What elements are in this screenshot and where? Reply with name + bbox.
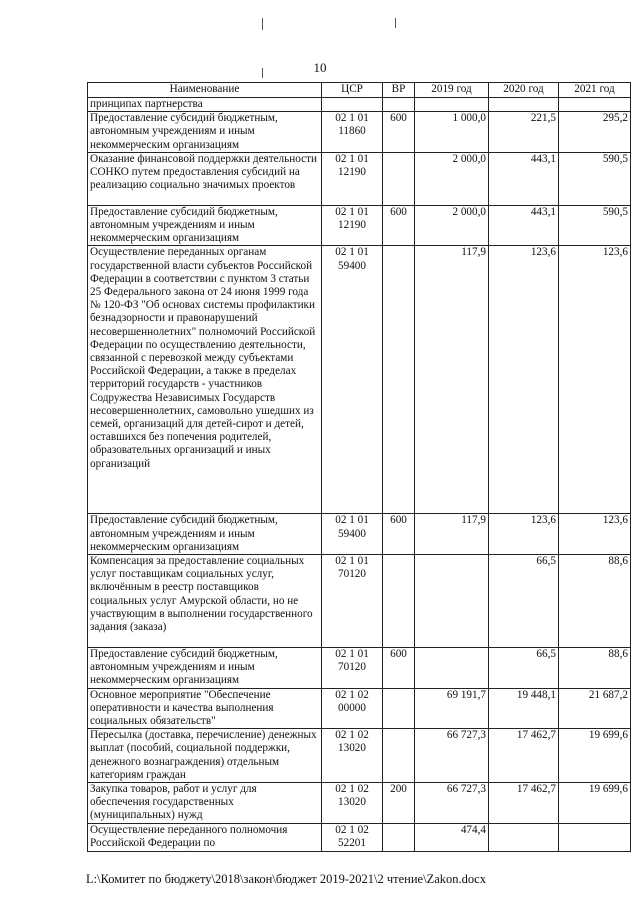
row-2021: 123,6 bbox=[559, 246, 631, 514]
row-2021: 590,5 bbox=[559, 205, 631, 246]
row-name: Предоставление субсидий бюджетным, автономным учреждениям и иным некоммерческим организациям bbox=[88, 514, 322, 555]
table-row bbox=[88, 152, 631, 205]
table-row bbox=[88, 112, 631, 153]
row-2019: 117,9 bbox=[415, 514, 489, 555]
row-2020: 17 462,7 bbox=[489, 729, 559, 783]
row-2021 bbox=[559, 823, 631, 851]
row-vr bbox=[383, 555, 415, 648]
table-row bbox=[88, 648, 631, 689]
row-2021: 88,6 bbox=[559, 648, 631, 689]
row-csr: 02 1 01 70120 bbox=[322, 648, 383, 689]
table-row bbox=[88, 823, 631, 851]
budget-table bbox=[87, 82, 631, 852]
row-2019: 2 000,0 bbox=[415, 205, 489, 246]
row-2019: 117,9 bbox=[415, 246, 489, 514]
row-csr bbox=[322, 98, 383, 112]
row-vr bbox=[383, 729, 415, 783]
row-vr: 600 bbox=[383, 205, 415, 246]
row-vr bbox=[383, 152, 415, 205]
header-csr: ЦСР bbox=[322, 83, 383, 98]
row-2021: 295,2 bbox=[559, 112, 631, 153]
table-row bbox=[88, 246, 631, 514]
row-csr: 02 1 02 00000 bbox=[322, 688, 383, 729]
row-csr: 02 1 01 12190 bbox=[322, 205, 383, 246]
row-2020: 123,6 bbox=[489, 246, 559, 514]
row-name: Оказание финансовой поддержки деятельности СОНКО путем предоставления субсидий на реализацию социально значимых проектов bbox=[88, 152, 322, 205]
row-2019: 1 000,0 bbox=[415, 112, 489, 153]
row-2020: 66,5 bbox=[489, 648, 559, 689]
row-csr: 02 1 01 11860 bbox=[322, 112, 383, 153]
header-vr: ВР bbox=[383, 83, 415, 98]
table-header-row bbox=[88, 83, 631, 98]
table-row bbox=[88, 688, 631, 729]
row-vr: 200 bbox=[383, 783, 415, 824]
row-name: Компенсация за предоставление социальных услуг поставщикам социальных услуг, включённым в реестр поставщиков социальных услуг Амурской области, но не участвующим в выполнении государственного задания (заказа) bbox=[88, 555, 322, 648]
row-2020: 19 448,1 bbox=[489, 688, 559, 729]
row-2021: 123,6 bbox=[559, 514, 631, 555]
table-row bbox=[88, 98, 631, 112]
row-vr bbox=[383, 823, 415, 851]
row-csr: 02 1 01 59400 bbox=[322, 246, 383, 514]
row-name: Закупка товаров, работ и услуг для обеспечения государственных (муниципальных) нужд bbox=[88, 783, 322, 824]
page-number: 10 bbox=[313, 60, 327, 75]
row-csr: 02 1 01 59400 bbox=[322, 514, 383, 555]
scan-mark bbox=[395, 18, 396, 28]
row-name: Предоставление субсидий бюджетным, автономным учреждениям и иным некоммерческим организациям bbox=[88, 205, 322, 246]
row-name: принципах партнерства bbox=[88, 98, 322, 112]
table-row bbox=[88, 555, 631, 648]
row-2021: 19 699,6 bbox=[559, 729, 631, 783]
scan-mark bbox=[262, 18, 263, 30]
row-2020: 17 462,7 bbox=[489, 783, 559, 824]
row-vr bbox=[383, 246, 415, 514]
table-row bbox=[88, 783, 631, 824]
row-2020: 123,6 bbox=[489, 514, 559, 555]
header-2021: 2021 год bbox=[559, 83, 631, 98]
row-2020: 443,1 bbox=[489, 152, 559, 205]
footer-file-path: L:\Комитет по бюджету\2018\закон\бюджет 2019-2021\2 чтение\Zakon.docx bbox=[86, 872, 486, 886]
row-2019: 69 191,7 bbox=[415, 688, 489, 729]
table-row bbox=[88, 729, 631, 783]
row-2020 bbox=[489, 823, 559, 851]
row-name: Осуществление переданных органам государственной власти субъектов Российской Федерации в соответствии с пунктом 3 статьи 25 Федерального закона от 24 июня 1999 года № 120-ФЗ "Об основах системы профилактики безнадзорности и правонарушений несовершеннолетних" полномочий Российской Федерации по осуществлению деятельности, связанной с перевозкой между субъектами Российской Федерации, а также в пределах территорий государств - участников Содружества Независимых Государств несовершеннолетних, самовольно ушедших из семей, организаций для детей-сирот и детей, оставшихся без попечения родителей, образовательных организаций и иных организаций bbox=[88, 246, 322, 514]
row-2019: 2 000,0 bbox=[415, 152, 489, 205]
row-name: Пересылка (доставка, перечисление) денежных выплат (пособий, социальной поддержки, денежного вознаграждения) отдельным категориям граждан bbox=[88, 729, 322, 783]
row-2021: 590,5 bbox=[559, 152, 631, 205]
row-2019: 474,4 bbox=[415, 823, 489, 851]
row-name: Осуществление переданного полномочия Российской Федерации по bbox=[88, 823, 322, 851]
row-2019: 66 727,3 bbox=[415, 729, 489, 783]
row-vr: 600 bbox=[383, 112, 415, 153]
row-csr: 02 1 02 13020 bbox=[322, 729, 383, 783]
row-2020: 221,5 bbox=[489, 112, 559, 153]
row-vr: 600 bbox=[383, 514, 415, 555]
header-name: Наименование bbox=[88, 83, 322, 98]
row-2021: 19 699,6 bbox=[559, 783, 631, 824]
row-2019 bbox=[415, 648, 489, 689]
row-2019 bbox=[415, 98, 489, 112]
row-name: Предоставление субсидий бюджетным, автономным учреждениям и иным некоммерческим организациям bbox=[88, 112, 322, 153]
table-row bbox=[88, 205, 631, 246]
row-csr: 02 1 01 12190 bbox=[322, 152, 383, 205]
row-2021: 21 687,2 bbox=[559, 688, 631, 729]
row-2019: 66 727,3 bbox=[415, 783, 489, 824]
row-2019 bbox=[415, 555, 489, 648]
table-row bbox=[88, 514, 631, 555]
row-vr: 600 bbox=[383, 648, 415, 689]
row-name: Предоставление субсидий бюджетным, автономным учреждениям и иным некоммерческим организациям bbox=[88, 648, 322, 689]
row-2021: 88,6 bbox=[559, 555, 631, 648]
row-2020 bbox=[489, 98, 559, 112]
row-2020: 66,5 bbox=[489, 555, 559, 648]
row-2021 bbox=[559, 98, 631, 112]
row-vr bbox=[383, 688, 415, 729]
row-name: Основное мероприятие "Обеспечение оперативности и качества выполнения социальных обязательств" bbox=[88, 688, 322, 729]
row-2020: 443,1 bbox=[489, 205, 559, 246]
row-csr: 02 1 02 13020 bbox=[322, 783, 383, 824]
row-csr: 02 1 02 52201 bbox=[322, 823, 383, 851]
header-2019: 2019 год bbox=[415, 83, 489, 98]
header-2020: 2020 год bbox=[489, 83, 559, 98]
row-csr: 02 1 01 70120 bbox=[322, 555, 383, 648]
row-vr bbox=[383, 98, 415, 112]
